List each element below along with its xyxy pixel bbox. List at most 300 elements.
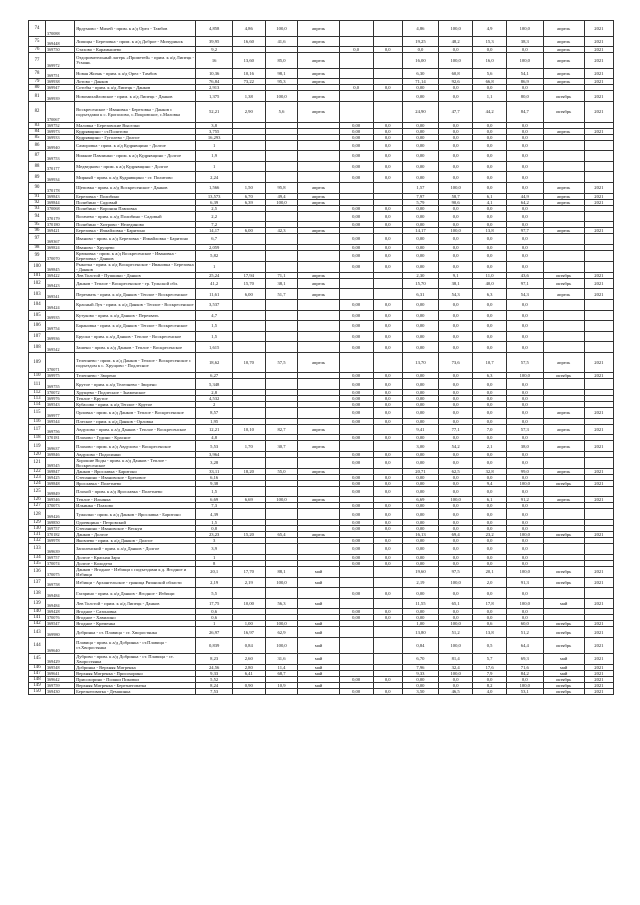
road-length: 3,28 xyxy=(196,457,232,468)
value-e: 0,00 xyxy=(339,418,373,424)
year: 2021 xyxy=(584,352,613,373)
length-3: 0,0 xyxy=(473,402,507,408)
length-2: 0,00 xyxy=(402,676,438,682)
value-f: 0,0 xyxy=(373,451,402,457)
road-length: 16 xyxy=(196,53,232,69)
year: 2021 xyxy=(584,408,613,419)
length-2: 0,00 xyxy=(402,609,438,615)
road-code: 369977 xyxy=(45,408,74,419)
road-code: 369423 xyxy=(45,278,74,289)
length-3: 0,0 xyxy=(473,211,507,222)
road-name: Верхняя Матренка - Присохорино xyxy=(75,670,196,676)
completed-length xyxy=(232,544,265,555)
length-3: 0,0 xyxy=(473,588,507,599)
road-code: 370182 xyxy=(45,532,74,538)
completed-percent xyxy=(265,509,298,520)
value-f: 0,0 xyxy=(373,140,402,151)
table-body xyxy=(29,21,614,695)
completed-percent xyxy=(265,486,298,497)
row-number: 79 xyxy=(29,79,46,85)
road-length: 5,5 xyxy=(196,588,232,599)
table-row xyxy=(29,577,614,588)
planned-month: апрель xyxy=(298,441,339,452)
completed-percent: 82,7 xyxy=(265,424,298,435)
length-3: 0,0 xyxy=(473,390,507,396)
value-e: 0,00 xyxy=(339,526,373,532)
road-length: 14,17 xyxy=(196,228,232,234)
planned-month: май xyxy=(298,566,339,577)
road-code: 369421 xyxy=(45,228,74,234)
completed-percent: 65,4 xyxy=(265,532,298,538)
completed-length xyxy=(232,299,265,310)
month-2: октябрь xyxy=(543,373,584,379)
row-number: 95 xyxy=(29,222,46,228)
row-number: 82 xyxy=(29,101,46,122)
planned-month xyxy=(298,486,339,497)
road-code: 369642 xyxy=(45,676,74,682)
percent-3: 0,0 xyxy=(507,47,543,53)
value-f xyxy=(373,91,402,102)
value-f xyxy=(373,352,402,373)
road-length: 5,82 xyxy=(196,250,232,261)
road-length: 4,532 xyxy=(196,396,232,402)
percent-3: 0,0 xyxy=(507,554,543,560)
table-row xyxy=(29,161,614,172)
year xyxy=(584,234,613,245)
percent-2: 100,0 xyxy=(439,21,473,37)
percent-3: 86,9 xyxy=(507,79,543,85)
planned-month xyxy=(298,457,339,468)
road-code: 370070 xyxy=(45,250,74,261)
percent-2: 0,0 xyxy=(439,554,473,560)
length-2: 0,00 xyxy=(402,299,438,310)
month-2: октябрь xyxy=(543,91,584,102)
percent-2: 0,0 xyxy=(439,161,473,172)
row-number: 93 xyxy=(29,205,46,211)
length-2: 9,33 xyxy=(402,670,438,676)
road-code: 369935 xyxy=(45,310,74,321)
road-name: Плахово - прим. к а/д Авдулово - Воскресенское xyxy=(75,441,196,452)
completed-length: 10,70 xyxy=(232,352,265,373)
completed-percent xyxy=(265,250,298,261)
percent-2: 0,0 xyxy=(439,379,473,390)
year xyxy=(584,151,613,162)
month-2 xyxy=(543,379,584,390)
road-code: 369752 xyxy=(45,122,74,128)
percent-2: 46,5 xyxy=(439,688,473,694)
percent-2: 0,0 xyxy=(439,47,473,53)
row-number: 113 xyxy=(29,396,46,402)
value-f: 0,0 xyxy=(373,474,402,480)
completed-length xyxy=(232,486,265,497)
road-code: 370071 xyxy=(45,352,74,373)
year: 2021 xyxy=(584,128,613,134)
table-row xyxy=(29,234,614,245)
road-name: Барановка - прим. к а/д Данков - Теплое - Воскресенское xyxy=(75,321,196,332)
road-code: 369542 xyxy=(45,342,74,353)
completed-length: 16,97 xyxy=(232,627,265,638)
road-name: Избищи - Архангельское - граница Рязанской области xyxy=(75,577,196,588)
length-3: 17,8 xyxy=(473,598,507,609)
completed-percent: 100,0 xyxy=(265,21,298,37)
percent-3: 71,6 xyxy=(507,664,543,670)
length-3: 0,0 xyxy=(473,122,507,128)
month-2: апрель xyxy=(543,36,584,47)
percent-2: 54,3 xyxy=(439,289,473,300)
road-length: 33,11 xyxy=(196,468,232,474)
value-e: 0,00 xyxy=(339,140,373,151)
table-row xyxy=(29,199,614,205)
road-name: Добринка - Верхняя Матренка xyxy=(75,664,196,670)
year xyxy=(584,342,613,353)
length-3: 10,7 xyxy=(473,352,507,373)
road-length: 2,8 xyxy=(196,390,232,396)
year: 2021 xyxy=(584,79,613,85)
road-code: 369754 xyxy=(45,321,74,332)
completed-percent xyxy=(265,234,298,245)
planned-month: апрель xyxy=(298,199,339,205)
percent-2: 0,0 xyxy=(439,615,473,621)
table-row xyxy=(29,379,614,390)
road-code: 369428 xyxy=(45,609,74,615)
road-length: 2,059 xyxy=(196,244,232,250)
percent-3: 0,0 xyxy=(507,451,543,457)
planned-month: апрель xyxy=(298,532,339,538)
road-name: Заполенский - прим. к а/д Данков - Долгое xyxy=(75,544,196,555)
road-name: Хорошие Воды - прим. к а/д Данков - Теплое - Воскресенское xyxy=(75,457,196,468)
percent-2: 54,2 xyxy=(439,441,473,452)
row-number: 144 xyxy=(29,638,46,654)
road-code: 370178 xyxy=(45,182,74,193)
length-2: 0,00 xyxy=(402,560,438,566)
road-length: 0,6 xyxy=(196,615,232,621)
table-row xyxy=(29,457,614,468)
row-number: 88 xyxy=(29,161,46,172)
percent-3: 51,2 xyxy=(507,627,543,638)
road-length: 76,84 xyxy=(196,79,232,85)
percent-3: 0,0 xyxy=(507,544,543,555)
road-length: 12,21 xyxy=(196,424,232,435)
length-2: 0,00 xyxy=(402,408,438,419)
month-2 xyxy=(543,321,584,332)
planned-month: май xyxy=(298,621,339,627)
month-2: апрель xyxy=(543,441,584,452)
road-code: 369546 xyxy=(45,497,74,503)
percent-3: 0,0 xyxy=(507,457,543,468)
year: 2021 xyxy=(584,278,613,289)
road-code: 369753 xyxy=(45,151,74,162)
road-name: Иваново - Хрущево xyxy=(75,244,196,250)
year xyxy=(584,161,613,172)
length-3: 0,0 xyxy=(473,331,507,342)
road-code: 369940 xyxy=(45,140,74,151)
value-f: 0,0 xyxy=(373,373,402,379)
road-name: Березовка - Полибино xyxy=(75,193,196,199)
road-code: 369448 xyxy=(45,36,74,47)
percent-2: 73,6 xyxy=(439,352,473,373)
road-code: 370074 xyxy=(45,560,74,566)
road-code: 369849 xyxy=(45,486,74,497)
length-2: 6,30 xyxy=(402,68,438,79)
completed-length xyxy=(232,408,265,419)
percent-3: 0,0 xyxy=(507,503,543,509)
table-row xyxy=(29,53,614,69)
road-length: 52,21 xyxy=(196,101,232,122)
value-e xyxy=(339,424,373,435)
value-f: 0,0 xyxy=(373,151,402,162)
percent-2: 0,0 xyxy=(439,390,473,396)
month-2 xyxy=(543,161,584,172)
planned-month: апрель xyxy=(298,289,339,300)
road-name: Теплое - Крутое xyxy=(75,396,196,402)
completed-length: 0,90 xyxy=(232,682,265,688)
month-2: апрель xyxy=(543,79,584,85)
road-length: 41,2 xyxy=(196,278,232,289)
completed-length: 6,70 xyxy=(232,193,265,199)
planned-month: май xyxy=(298,670,339,676)
length-3: 7,0 xyxy=(473,424,507,435)
value-e: 0,00 xyxy=(339,451,373,457)
road-name: Данков - Долгое xyxy=(75,532,196,538)
value-e: 0,00 xyxy=(339,122,373,128)
table-row xyxy=(29,598,614,609)
length-3: 0,0 xyxy=(473,172,507,183)
year xyxy=(584,211,613,222)
value-f: 0,0 xyxy=(373,321,402,332)
value-e: 0,00 xyxy=(339,172,373,183)
value-f: 0,0 xyxy=(373,526,402,532)
year: 2021 xyxy=(584,480,613,486)
year: 2021 xyxy=(584,101,613,122)
completed-length xyxy=(232,140,265,151)
length-2: 0,00 xyxy=(402,205,438,211)
year xyxy=(584,457,613,468)
length-3: 0,0 xyxy=(473,503,507,509)
row-number: 78 xyxy=(29,68,46,79)
road-code: 370076 xyxy=(45,615,74,621)
percent-3: 0,0 xyxy=(507,435,543,441)
percent-3: 0,0 xyxy=(507,161,543,172)
month-2: апрель xyxy=(543,228,584,234)
year: 2021 xyxy=(584,199,613,205)
completed-length: 6,41 xyxy=(232,670,265,676)
completed-percent: 42,3 xyxy=(265,228,298,234)
table-row xyxy=(29,182,614,193)
length-3: 0,0 xyxy=(473,261,507,272)
percent-2: 0,0 xyxy=(439,151,473,162)
value-f: 0,0 xyxy=(373,435,402,441)
row-number: 104 xyxy=(29,299,46,310)
table-row xyxy=(29,509,614,520)
row-number: 86 xyxy=(29,140,46,151)
row-number: 101 xyxy=(29,272,46,278)
completed-percent: 38,1 xyxy=(265,278,298,289)
length-2: 5,79 xyxy=(402,199,438,205)
percent-3: 0,0 xyxy=(507,609,543,615)
row-number: 119 xyxy=(29,441,46,452)
length-3: 0,5 xyxy=(473,638,507,654)
road-length: 18,62 xyxy=(196,352,232,373)
road-length: 6,69 xyxy=(196,497,232,503)
length-2: 4,86 xyxy=(402,21,438,37)
percent-3: 100,0 xyxy=(507,373,543,379)
completed-percent xyxy=(265,688,298,694)
completed-length: 17,70 xyxy=(232,566,265,577)
road-code: 369426 xyxy=(45,509,74,520)
percent-3: 0,0 xyxy=(507,310,543,321)
row-number: 84 xyxy=(29,128,46,134)
completed-percent: 11,4 xyxy=(265,664,298,670)
month-2 xyxy=(543,172,584,183)
length-2: 0,00 xyxy=(402,321,438,332)
completed-percent xyxy=(265,588,298,599)
year xyxy=(584,310,613,321)
row-number: 74 xyxy=(29,21,46,37)
road-length: 8,23 xyxy=(196,653,232,664)
value-f xyxy=(373,68,402,79)
row-number: 96 xyxy=(29,228,46,234)
value-f: 0,0 xyxy=(373,85,402,91)
completed-percent: 100,0 xyxy=(265,199,298,205)
percent-2: 0,0 xyxy=(439,91,473,102)
table-row xyxy=(29,140,614,151)
percent-2: 0,0 xyxy=(439,85,473,91)
road-length: 4,8 xyxy=(196,435,232,441)
row-number: 91 xyxy=(29,193,46,199)
length-2: 9,41 xyxy=(402,424,438,435)
table-row xyxy=(29,342,614,353)
percent-3: 57,3 xyxy=(507,424,543,435)
year: 2021 xyxy=(584,289,613,300)
road-length: 1 xyxy=(196,261,232,272)
planned-month: апрель xyxy=(298,91,339,102)
percent-2: 100,0 xyxy=(439,577,473,588)
planned-month xyxy=(298,509,339,520)
completed-length: 1,00 xyxy=(232,621,265,627)
road-length: 2 xyxy=(196,402,232,408)
percent-3: 0,0 xyxy=(507,520,543,526)
value-e: 0,00 xyxy=(339,396,373,402)
percent-2: 0,0 xyxy=(439,222,473,228)
road-length: 39,95 xyxy=(196,36,232,47)
length-2: 20,71 xyxy=(402,468,438,474)
length-3: 0,0 xyxy=(473,151,507,162)
road-code: 369424 xyxy=(45,299,74,310)
year: 2021 xyxy=(584,193,613,199)
year xyxy=(584,299,613,310)
value-e: 0,00 xyxy=(339,435,373,441)
value-f xyxy=(373,53,402,69)
length-3: 23,2 xyxy=(473,532,507,538)
row-number: 85 xyxy=(29,134,46,140)
road-code: 369934 xyxy=(45,172,74,183)
length-2: 0,00 xyxy=(402,390,438,396)
road-length: 1 xyxy=(196,161,232,172)
percent-2: 0,0 xyxy=(439,676,473,682)
percent-2: 0,0 xyxy=(439,480,473,486)
road-name: Иваново - прим. к а/д Березовка - Измайловка - Баритоно xyxy=(75,234,196,245)
road-name: Степанино - Ивановское - Веснуи xyxy=(75,526,196,532)
row-number: 98 xyxy=(29,244,46,250)
row-number: 132 xyxy=(29,538,46,544)
length-3: 6,1 xyxy=(473,497,507,503)
percent-3: 53,1 xyxy=(507,688,543,694)
length-2: 2,30 xyxy=(402,272,438,278)
row-number: 108 xyxy=(29,342,46,353)
road-code: 369637 xyxy=(45,441,74,452)
length-2: 0,00 xyxy=(402,682,438,688)
month-2 xyxy=(543,234,584,245)
road-code: 369639 xyxy=(45,544,74,555)
percent-3: 84,2 xyxy=(507,670,543,676)
value-f: 0,0 xyxy=(373,408,402,419)
table-row xyxy=(29,331,614,342)
value-f: 0,0 xyxy=(373,122,402,128)
completed-length xyxy=(232,250,265,261)
percent-2: 0,0 xyxy=(439,122,473,128)
table-row xyxy=(29,424,614,435)
year: 2021 xyxy=(584,21,613,37)
road-name: Новая Жизнь - прим. к а/д Орел - Тамбов xyxy=(75,68,196,79)
length-3: 0,6 xyxy=(473,621,507,627)
completed-length xyxy=(232,321,265,332)
completed-percent: 100,0 xyxy=(265,638,298,654)
road-code: 369975 xyxy=(45,373,74,379)
length-3: 44,2 xyxy=(473,101,507,122)
percent-2: 0,0 xyxy=(439,331,473,342)
road-length: 23,23 xyxy=(196,532,232,538)
value-e: 0,00 xyxy=(339,474,373,480)
value-f: 0,0 xyxy=(373,457,402,468)
planned-month xyxy=(298,250,339,261)
completed-percent: 95,3 xyxy=(265,79,298,85)
road-name: Щеповка - прим. к а/д Воскресенское - Данков xyxy=(75,182,196,193)
completed-percent xyxy=(265,408,298,419)
length-3: 20,1 xyxy=(473,566,507,577)
percent-2: 58,7 xyxy=(439,193,473,199)
road-code: 369430 xyxy=(45,688,74,694)
percent-2: 32,4 xyxy=(439,664,473,670)
value-f: 0,0 xyxy=(373,161,402,172)
percent-3: 0,0 xyxy=(507,509,543,520)
percent-3: 0,0 xyxy=(507,85,543,91)
road-name: Березовка - Измайловка - Баритоно xyxy=(75,228,196,234)
percent-2: 0,0 xyxy=(439,402,473,408)
value-f xyxy=(373,289,402,300)
completed-length xyxy=(232,379,265,390)
planned-month xyxy=(298,688,339,694)
length-2: 0,00 xyxy=(402,211,438,222)
year xyxy=(584,379,613,390)
road-length: 11,61 xyxy=(196,289,232,300)
road-length: 16,293 xyxy=(196,134,232,140)
completed-percent xyxy=(265,299,298,310)
month-2: апрель xyxy=(543,199,584,205)
length-2: 0,00 xyxy=(402,85,438,91)
road-name: Лотово - Данков xyxy=(75,79,196,85)
value-f: 0,0 xyxy=(373,205,402,211)
length-3: 0,0 xyxy=(473,310,507,321)
year xyxy=(584,486,613,497)
value-e xyxy=(339,278,373,289)
completed-length xyxy=(232,509,265,520)
length-2: 0,00 xyxy=(402,615,438,621)
percent-3: 0,0 xyxy=(507,676,543,682)
percent-3: 0,0 xyxy=(507,128,543,134)
percent-2: 0,0 xyxy=(439,342,473,353)
length-2: 0,00 xyxy=(402,234,438,245)
value-f: 0,0 xyxy=(373,234,402,245)
